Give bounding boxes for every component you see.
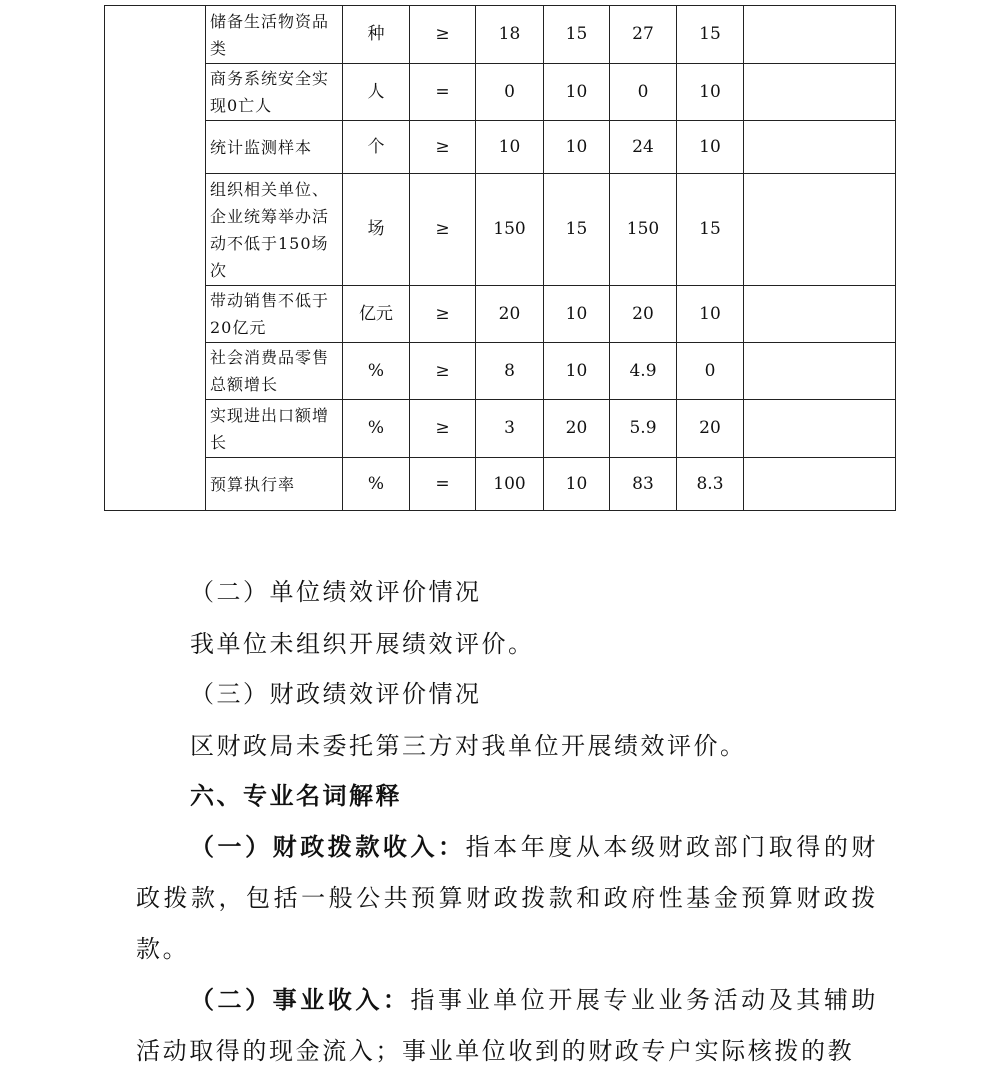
operator-cell: ≥ [410, 286, 476, 343]
remark-cell [744, 343, 896, 400]
table-row [105, 64, 896, 121]
table-row [105, 286, 896, 343]
operator-cell: ≥ [410, 121, 476, 174]
score-cell: 20 [677, 400, 744, 458]
table-row [105, 6, 896, 64]
unit-cell: % [343, 400, 410, 458]
target-cell: 3 [476, 400, 544, 458]
score-cell: 8.3 [677, 458, 744, 511]
term2-text: 指事业单位开展专业业务活动及其辅助活动取得的现金流入；事业单位收到的财政专户实际核拨的教 [136, 986, 878, 1065]
actual-cell: 150 [610, 174, 677, 286]
term-paragraph-2 [136, 974, 878, 1077]
target-score-cell: 10 [544, 64, 610, 121]
actual-cell: 20 [610, 286, 677, 343]
actual-cell: 4.9 [610, 343, 677, 400]
target-cell: 10 [476, 121, 544, 174]
table-row [105, 343, 896, 400]
unit-cell: % [343, 458, 410, 511]
indicator-name: 统计监测样本 [206, 121, 343, 174]
remark-cell [744, 121, 896, 174]
term2-label: （二）事业收入： [190, 985, 411, 1014]
unit-cell: 场 [343, 174, 410, 286]
actual-cell: 27 [610, 6, 677, 64]
remark-cell [744, 64, 896, 121]
score-cell: 0 [677, 343, 744, 400]
target-cell: 8 [476, 343, 544, 400]
remark-cell [744, 400, 896, 458]
term1-label: （一）财政拨款收入： [190, 832, 466, 861]
operator-cell: ≥ [410, 6, 476, 64]
table-row [105, 121, 896, 174]
unit-cell: % [343, 343, 410, 400]
operator-cell: = [410, 64, 476, 121]
term-paragraph-1 [136, 821, 878, 975]
target-cell: 150 [476, 174, 544, 286]
remark-cell [744, 286, 896, 343]
score-cell: 10 [677, 121, 744, 174]
actual-cell: 5.9 [610, 400, 677, 458]
remark-cell [744, 174, 896, 286]
target-cell: 18 [476, 6, 544, 64]
table-row [105, 458, 896, 511]
unit-cell: 亿元 [343, 286, 410, 343]
indicator-name: 实现进出口额增长 [206, 400, 343, 458]
target-score-cell: 20 [544, 400, 610, 458]
unit-cell: 个 [343, 121, 410, 174]
target-score-cell: 10 [544, 121, 610, 174]
remark-cell [744, 458, 896, 511]
target-score-cell: 10 [544, 458, 610, 511]
table-row [105, 400, 896, 458]
unit-eval-text: 我单位未组织开展绩效评价。 [190, 630, 535, 658]
table-row [105, 174, 896, 286]
score-cell: 10 [677, 64, 744, 121]
operator-cell: ≥ [410, 400, 476, 458]
performance-indicator-table [104, 5, 896, 511]
score-cell: 10 [677, 286, 744, 343]
actual-cell: 83 [610, 458, 677, 511]
indicator-name: 社会消费品零售总额增长 [206, 343, 343, 400]
target-cell: 100 [476, 458, 544, 511]
term1-text: 指本年度从本级财政部门取得的财政拨款，包括一般公共预算财政拨款和政府性基金预算财政拨款。 [136, 833, 879, 963]
merged-category-cell [105, 6, 206, 511]
score-cell: 15 [677, 6, 744, 64]
target-score-cell: 15 [544, 6, 610, 64]
unit-cell: 人 [343, 64, 410, 121]
indicator-name: 预算执行率 [206, 458, 343, 511]
indicator-name: 储备生活物资品类 [206, 6, 343, 64]
operator-cell: ≥ [410, 343, 476, 400]
target-score-cell: 10 [544, 343, 610, 400]
indicator-name: 商务系统安全实现0亡人 [206, 64, 343, 121]
operator-cell: ≥ [410, 174, 476, 286]
table-body [105, 6, 896, 511]
target-cell: 20 [476, 286, 544, 343]
indicator-name: 组织相关单位、企业统筹举办活动不低于150场次 [206, 174, 343, 286]
unit-eval-heading: （二）单位绩效评价情况 [190, 578, 482, 606]
actual-cell: 24 [610, 121, 677, 174]
remark-cell [744, 6, 896, 64]
actual-cell: 0 [610, 64, 677, 121]
terms-heading: 六、专业名词解释 [190, 781, 402, 810]
target-score-cell: 10 [544, 286, 610, 343]
finance-eval-text: 区财政局未委托第三方对我单位开展绩效评价。 [190, 732, 747, 760]
unit-cell: 种 [343, 6, 410, 64]
target-cell: 0 [476, 64, 544, 121]
target-score-cell: 15 [544, 174, 610, 286]
finance-eval-heading: （三）财政绩效评价情况 [190, 680, 482, 708]
operator-cell: = [410, 458, 476, 511]
indicator-name: 带动销售不低于20亿元 [206, 286, 343, 343]
score-cell: 15 [677, 174, 744, 286]
